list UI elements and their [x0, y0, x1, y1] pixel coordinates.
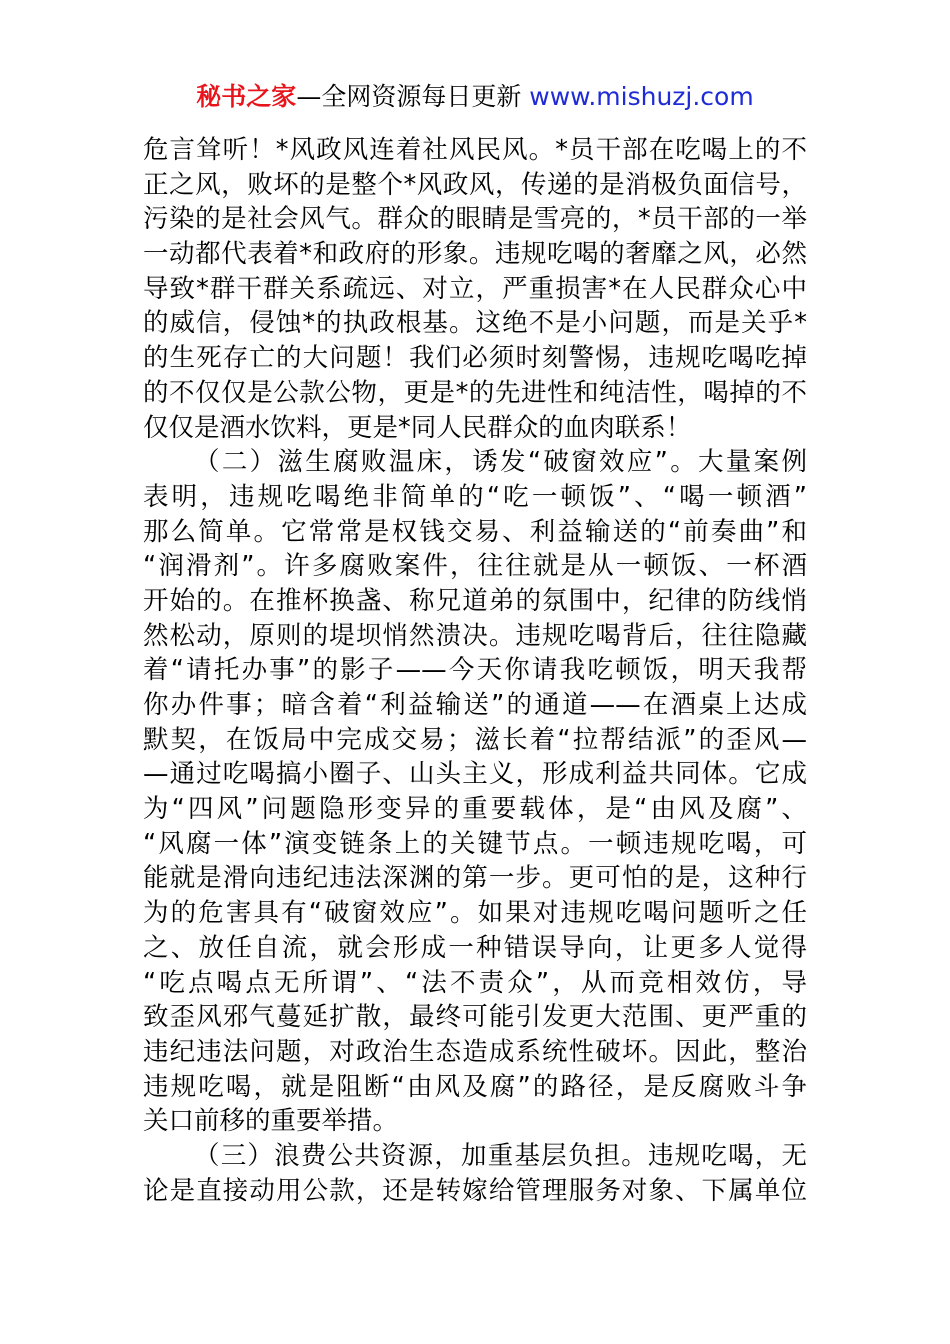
text-line: 的威信，侵蚀*的执政根基。这绝不是小问题，而是关乎*	[143, 308, 807, 339]
text-line: 表明，违规吃喝绝非简单的“吃一顿饭”、“喝一顿酒”	[143, 481, 807, 512]
text-line: 开始的。在推杯换盏、称兄道弟的氛围中，纪律的防线悄	[143, 585, 807, 616]
paragraph-end-line: 仅仅是酒水饮料，更是*同人民群众的血肉联系！	[143, 412, 692, 443]
header-tagline: —全网资源每日更新	[296, 82, 522, 111]
text-line: 默契，在饭局中完成交易；滋长着“拉帮结派”的歪风—	[143, 724, 807, 755]
text-line: 然松动，原则的堤坝悄然溃决。违规吃喝背后，往往隐藏	[143, 620, 807, 651]
text-line: 违纪违法问题，对政治生态造成系统性破坏。因此，整治	[143, 1036, 807, 1067]
section-two-heading-line: （二）滋生腐败温床，诱发“破窗效应”。大量案例	[194, 447, 807, 478]
text-line: 导致*群干群关系疏远、对立，严重损害*在人民群众心中	[143, 273, 807, 304]
text-line: 论是直接动用公款，还是转嫁给管理服务对象、下属单位	[143, 1175, 807, 1206]
text-line: 的不仅仅是公款公物，更是*的先进性和纯洁性，喝掉的不	[143, 377, 807, 408]
brand-name: 秘书之家	[196, 82, 297, 111]
text-line: 危言耸听！*风政风连着社风民风。*员干部在吃喝上的不	[143, 135, 807, 165]
text-line: 一动都代表着*和政府的形象。违规吃喝的奢靡之风，必然	[143, 239, 807, 270]
document-body	[143, 133, 807, 1208]
text-line: 你办件事；暗含着“利益输送”的通道——在酒桌上达成	[143, 690, 807, 720]
text-line: 违规吃喝，就是阻断“由风及腐”的路径，是反腐败斗争	[143, 1071, 807, 1102]
text-line: 污染的是社会风气。群众的眼睛是雪亮的，*员干部的一举	[143, 204, 807, 235]
text-line: 为“四风”问题隐形变异的重要载体，是“由风及腐”、	[143, 794, 807, 825]
text-line: “吃点喝点无所谓”、“法不责众”，从而竞相效仿，导	[143, 967, 807, 998]
text-line: 正之风，败坏的是整个*风政风，传递的是消极负面信号，	[143, 169, 807, 200]
text-line: 为的危害具有“破窗效应”。如果对违规吃喝问题听之任	[143, 898, 807, 929]
site-header	[0, 80, 950, 114]
paragraph-end-line: 关口前移的重要举措。	[143, 1106, 399, 1137]
text-line: 能就是滑向违纪违法深渊的第一步。更可怕的是，这种行	[143, 863, 807, 894]
text-line: 致歪风邪气蔓延扩散，最终可能引发更大范围、更严重的	[143, 1002, 807, 1033]
text-line: 之、放任自流，就会形成一种错误导向，让更多人觉得	[143, 932, 807, 963]
section-three-heading-line: （三）浪费公共资源，加重基层负担。违规吃喝，无	[194, 1140, 807, 1171]
text-line: 那么简单。它常常是权钱交易、利益输送的“前奏曲”和	[143, 516, 807, 547]
text-line: “风腐一体”演变链条上的关键节点。一顿违规吃喝，可	[143, 828, 807, 859]
text-line: 着“请托办事”的影子——今天你请我吃顿饭，明天我帮	[143, 655, 807, 686]
site-url-link[interactable]: www.mishuzj.com	[529, 82, 754, 111]
text-line: “润滑剂”。许多腐败案件，往往就是从一顿饭、一杯酒	[143, 551, 807, 582]
text-line: —通过吃喝搞小圈子、山头主义，形成利益共同体。它成	[143, 759, 807, 790]
text-line: 的生死存亡的大问题！我们必须时刻警惕，违规吃喝吃掉	[143, 343, 807, 374]
